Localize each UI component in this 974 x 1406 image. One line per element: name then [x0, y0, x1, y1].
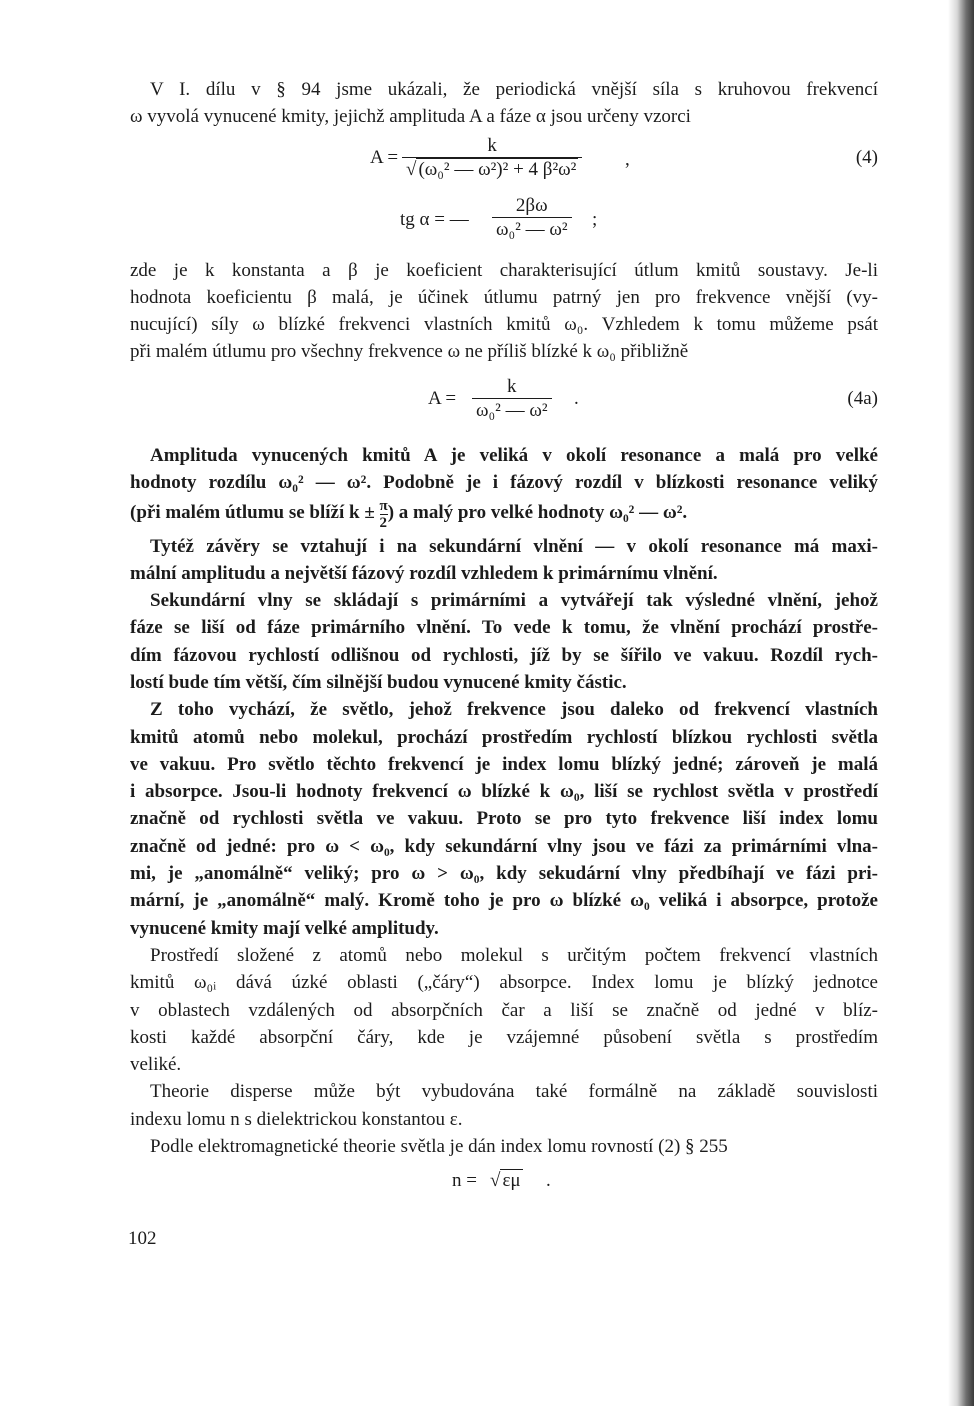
- text-run: ) a malý pro velké hodnoty ω₀² — ω².: [387, 502, 688, 524]
- paragraph-line: indexu lomu n s dielektrickou konstantou ε.: [130, 1108, 463, 1130]
- paragraph-line: V I. dílu v § 94 jsme ukázali, že periodická vnější síla s kruhovou frekvencí: [150, 79, 878, 100]
- semicolon: ;: [592, 208, 598, 230]
- paragraph-line: ω vyvolá vynucené kmity, jejichž amplituda A a fáze α jsou určeny vzorci: [130, 106, 691, 128]
- paragraph-line: mární, je „anomálně“ malý. Kromě toho je pro ω blízké ω₀ veliká i absorpce, protože: [130, 890, 878, 912]
- paragraph-line: kmitů atomů nebo molekul, prochází prostředím rychlostí blízkou rychlosti světla: [130, 726, 878, 748]
- paragraph-line: [130, 496, 878, 530]
- paragraph-line: v oblastech vzdálených od absorpčních čar a liší se značně od jedné v blíz-: [130, 999, 878, 1021]
- radicand: εμ: [502, 1170, 521, 1192]
- equation-4a: [130, 376, 878, 442]
- paragraph-line: Sekundární vlny se skládají s primárními a vytvářejí tak výsledné vlnění, jehož: [150, 590, 878, 612]
- equation-lhs: n =: [452, 1170, 477, 1192]
- page-edge-shadow: [948, 0, 974, 1406]
- equation-n: [130, 1166, 878, 1206]
- paragraph-line: mi, je „anomálně“ veliký; pro ω > ω₀, kdy sekudární vlny předbíhají ve fázi pri-: [130, 863, 878, 885]
- paragraph-line: veliké.: [130, 1054, 182, 1076]
- paragraph-line: zde je k konstanta a β je koeficient charakterisující útlum kmitů soustavy. Je-li: [130, 259, 878, 281]
- paragraph-line: lostí bude tím větší, čím silnější budou vynucené kmity částic.: [130, 672, 627, 693]
- denominator: 2: [379, 514, 388, 531]
- equation-lhs: A =: [370, 146, 399, 168]
- paragraph-line: Z toho vychází, že světlo, jehož frekvence jsou daleko od frekvencí vlastních: [150, 699, 878, 721]
- fraction: [402, 135, 582, 181]
- paragraph-line: mální amplitudu a největší fázový rozdíl vzhledem k primárnímu vlnění.: [130, 562, 718, 584]
- equation-number: (4a): [847, 387, 878, 409]
- paragraph-line: vynucené kmity mají velké amplitudy.: [130, 917, 439, 939]
- paragraph-line: dím fázovou rychlostí odlišnou od rychlosti, jíž by se šířilo ve vakuu. Rozdíl rych-: [130, 644, 878, 666]
- numerator: k: [507, 375, 517, 397]
- paragraph-line: značně od rychlosti světla ve vakuu. Proto se pro tyto frekvence liší index lomu: [130, 808, 878, 830]
- equation-tg: [130, 195, 878, 257]
- page-body: [130, 76, 878, 1206]
- paragraph-line: Tytéž závěry se vztahují i na sekundární vlnění — v okolí resonance má maxi-: [150, 535, 878, 557]
- paragraph-line: Prostředí složené z atomů nebo molekul s určitým počtem frekvencí vlastních: [150, 944, 878, 966]
- page-number: 102: [128, 1228, 157, 1249]
- paragraph-line: hodnoty rozdílu ω₀² — ω². Podobně je i fázový rozdíl v blízkosti resonance veliký: [130, 472, 878, 494]
- paragraph-line: kmitů ω₀ᵢ dává úzké oblasti („čáry“) absorpce. Index lomu je blízký jednotce: [130, 972, 878, 994]
- paragraph-line: kosti každé absorpční čáry, kde je vzájemné působení světla s prostředím: [130, 1026, 878, 1048]
- paragraph-line: nucující) síly ω blízké frekvenci vlastních kmitů ω₀. Vzhledem k tomu můžeme psát: [130, 314, 878, 336]
- fraction: [472, 376, 552, 422]
- paragraph-line: fáze se liší od fáze primárního vlnění. To vede k tomu, že vlnění prochází prostře-: [130, 617, 878, 639]
- text-run: (při malém útlumu se blíží k ±: [130, 502, 375, 524]
- equation-rhs: √ εμ: [490, 1170, 521, 1192]
- paragraph-line: Amplituda vynucených kmitů A je veliká v okolí resonance a malá pro velké: [150, 444, 878, 466]
- numerator: π: [379, 497, 388, 514]
- paragraph-line: ve vakuu. Pro světlo těchto frekvencí je index lomu blízký jedné; zároveň je malá: [130, 753, 878, 775]
- equation-lhs: A =: [428, 387, 457, 409]
- paragraph-line: při malém útlumu pro všechny frekvence ω ne příliš blízké k ω₀ přibližně: [130, 341, 689, 363]
- paragraph-line: i absorpce. Jsou-li hodnoty frekvencí ω blízké k ω₀, liší se rychlost světla v prostředí: [130, 781, 878, 803]
- pi-over-two: [380, 498, 388, 531]
- fraction: [492, 195, 572, 241]
- paragraph-line: hodnota koeficientu β malá, je účinek útlumu patrný jen pro frekvence vnější (vy-: [130, 286, 878, 308]
- period: .: [574, 387, 579, 409]
- denominator: ω₀² — ω²: [492, 217, 572, 241]
- numerator: 2βω: [515, 194, 548, 216]
- paragraph-line: značně od jedné: pro ω < ω₀, kdy sekundární vlny jsou ve fázi za primárními vlna-: [130, 835, 878, 857]
- paragraph-line: Podle elektromagnetické theorie světla je dán index lomu rovností (2) § 255: [150, 1136, 728, 1158]
- denominator: ω₀² — ω²: [472, 398, 552, 422]
- equation-4: [130, 135, 878, 195]
- equation-number: (4): [855, 146, 878, 168]
- period: .: [546, 1170, 551, 1192]
- radicand: (ω₀² — ω²)² + 4 β²ω²: [418, 158, 577, 180]
- equation-lhs: tg α = —: [400, 208, 469, 230]
- comma: ,: [625, 148, 630, 170]
- numerator: k: [487, 134, 497, 156]
- denominator: √ (ω₀² — ω²)² + 4 β²ω²: [402, 157, 582, 181]
- paragraph-line: Theorie disperse může být vybudována také formálně na základě souvislosti: [150, 1081, 878, 1103]
